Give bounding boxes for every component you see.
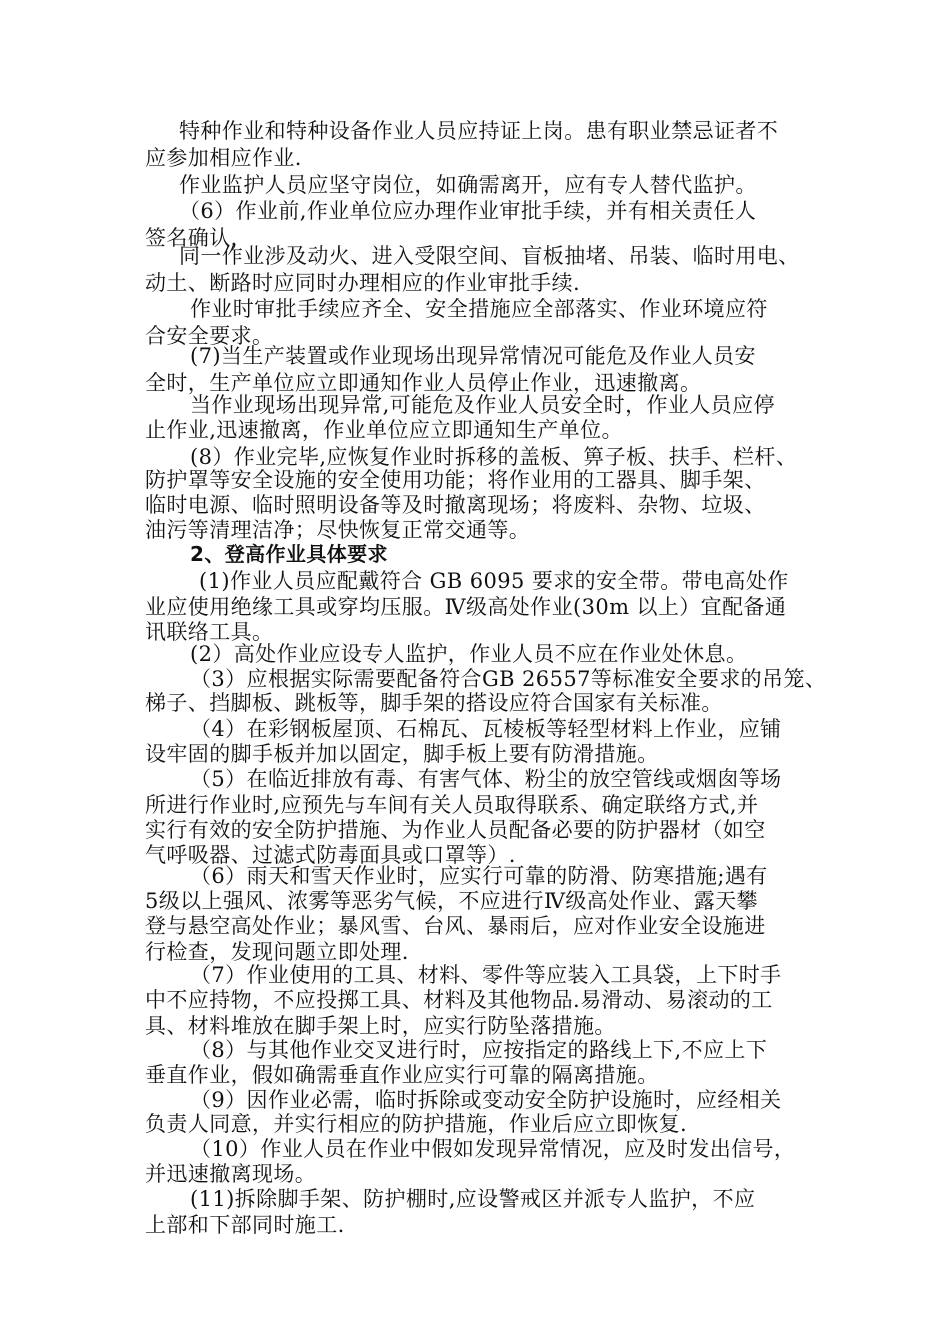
body-text-line: （5）在临近排放有毒、有害气体、粉尘的放空管线或烟囱等场 bbox=[190, 767, 782, 791]
body-text-line: 当作业现场出现异常,可能危及作业人员安全时，作业人员应停 bbox=[190, 393, 775, 417]
body-text-line: 全时，生产单位应立即通知作业人员停止作业，迅速撤离。 bbox=[145, 371, 702, 395]
body-text-line: (2）高处作业应设专人监护，作业人员不应在作业处休息。 bbox=[190, 642, 748, 666]
body-text-line: 签名确认， bbox=[145, 226, 252, 250]
body-text-line: (1)作业人员应配戴符合 GB 6095 要求的安全带。带电高处作 bbox=[199, 569, 789, 593]
body-text-line: （8）与其他作业交叉进行时，应按指定的路线上下,不应上下 bbox=[190, 1038, 768, 1062]
body-text-line: 设牢固的脚手板并加以固定，脚手板上要有防滑措施。 bbox=[145, 742, 659, 766]
body-text-line: 垂直作业，假如确需垂直作业应实行可靠的隔离措施。 bbox=[145, 1063, 659, 1087]
body-text-line: 实行有效的安全防护措施、为作业人员配备必要的防护器材（如空 bbox=[145, 818, 766, 842]
body-text-line: 止作业,迅速撤离，作业单位应立即通知生产单位。 bbox=[145, 418, 623, 442]
body-text-line: 特种作业和特种设备作业人员应持证上岗。患有职业禁忌证者不 bbox=[179, 119, 779, 143]
body-text-line: (7)当生产装置或作业现场出现异常情况可能危及作业人员安 bbox=[190, 344, 756, 368]
body-text-line: 临时电源、临时照明设备等及时撤离现场；将废料、杂物、垃圾、 bbox=[145, 493, 766, 517]
body-text-line: 所进行作业时,应预先与车间有关人员取得联系、确定联络方式,并 bbox=[145, 793, 759, 817]
body-text-line: （6）雨天和雪天作业时，应实行可靠的防滑、防寒措施;遇有 bbox=[190, 864, 768, 888]
body-text-line: 登与悬空高处作业；暴风雪、台风、暴雨后，应对作业安全设施进 bbox=[145, 914, 766, 938]
body-text-line: （7）作业使用的工具、材料、零件等应装入工具袋，上下时手 bbox=[190, 963, 782, 987]
body-text-line: 气呼吸器、过滤式防毒面具或口罩等）. bbox=[145, 843, 516, 867]
body-text-line: 行检查，发现问题立即处理. bbox=[145, 940, 409, 964]
body-text-line: （10）作业人员在作业中假如发现异常情况，应及时发出信号， bbox=[190, 1137, 796, 1161]
body-text-line: 中不应持物，不应投掷工具、材料及其他物品.易滑动、易滚动的工 bbox=[145, 988, 773, 1012]
body-text-line: 具、材料堆放在脚手架上时，应实行防坠落措施。 bbox=[145, 1014, 616, 1038]
body-text-line: 应参加相应作业. bbox=[145, 146, 302, 170]
body-text-line: 并迅速撤离现场。 bbox=[145, 1162, 317, 1186]
body-text-line: 讯联络工具。 bbox=[145, 620, 274, 644]
body-text-line: （9）因作业必需，临时拆除或变动安全防护设施时，应经相关 bbox=[190, 1088, 782, 1112]
body-text-line: 作业监护人员应坚守岗位，如确需离开，应有专人替代监护。 bbox=[179, 173, 757, 197]
body-text-line: 油污等清理洁净；尽快恢复正常交通等。 bbox=[145, 518, 531, 542]
body-text-line: 上部和下部同时施工. bbox=[145, 1213, 345, 1237]
body-text-line: 负责人同意，并实行相应的防护措施，作业后应立即恢复. bbox=[145, 1112, 688, 1136]
section-heading: 2、登高作业具体要求 bbox=[190, 542, 388, 566]
body-text-line: 5级以上强风、浓雾等恶劣气候，不应进行Ⅳ级高处作业、露天攀 bbox=[145, 889, 758, 913]
body-text-line: 动土、断路时应同时办理相应的作业审批手续. bbox=[145, 271, 581, 295]
body-text-line: 梯子、挡脚板、跳板等，脚手架的搭设应符合国家有关标准。 bbox=[145, 691, 723, 715]
body-text-line: 防护罩等安全设施的安全使用功能；将作业用的工器具、脚手架、 bbox=[145, 468, 766, 492]
body-text-line: 作业时审批手续应齐全、安全措施应全部落实、作业环境应符 bbox=[190, 297, 768, 321]
body-text-line: （3）应根据实际需要配备符合GB 26557等标准安全要求的吊笼、 bbox=[190, 667, 827, 691]
body-text-line: (8）作业完毕,应恢复作业时拆移的盖板、箅子板、扶手、栏杆、 bbox=[190, 445, 798, 469]
body-text-line: （6）作业前,作业单位应办理作业审批手续，并有相关责任人 bbox=[179, 199, 757, 223]
body-text-line: 合安全要求。 bbox=[145, 324, 274, 348]
body-text-line: 同一作业涉及动火、进入受限空间、盲板抽堵、吊装、临时用电、 bbox=[179, 244, 800, 268]
body-text-line: 业应使用绝缘工具或穿均压服。Ⅳ级高处作业(30m 以上）宜配备通 bbox=[145, 595, 787, 619]
body-text-line: （4）在彩钢板屋顶、石棉瓦、瓦棱板等轻型材料上作业，应铺 bbox=[190, 717, 782, 741]
body-text-line: (11)拆除脚手架、防护棚时,应设警戒区并派专人监护，不应 bbox=[190, 1187, 756, 1211]
